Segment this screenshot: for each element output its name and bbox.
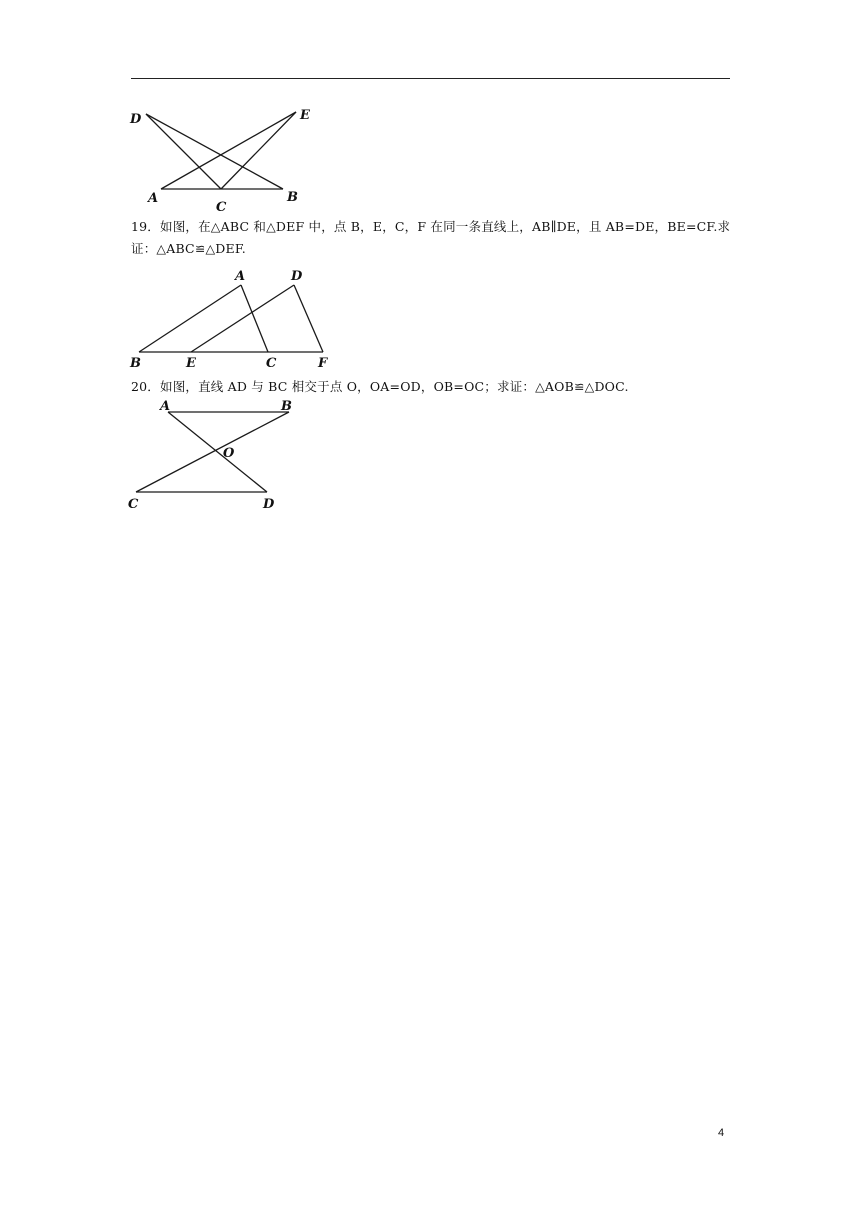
point-label-B: B: [130, 356, 141, 371]
point-label-D: D: [130, 112, 142, 127]
point-label-C: C: [266, 356, 277, 371]
segment-AC: [241, 285, 268, 352]
segment-DF: [294, 285, 323, 352]
segment-DC: [146, 114, 221, 189]
point-label-F: F: [318, 356, 328, 371]
point-label-D: D: [291, 269, 303, 284]
figure-19-diagram: [0, 260, 860, 375]
page-number: 4: [718, 1127, 725, 1139]
point-label-B: B: [287, 190, 298, 205]
point-label-A: A: [148, 191, 159, 206]
point-label-C: C: [128, 497, 139, 512]
segment-BA: [139, 285, 241, 352]
segment-BC: [136, 412, 289, 492]
figure-20-diagram: [0, 395, 860, 515]
problem-19-text: 19．如图，在△ABC 和△DEF 中，点 B，E，C，F 在同一条直线上，AB∥DE，且 AB=DE，BE=CF.求证：△ABC≌△DEF.: [131, 219, 731, 256]
point-label-A: A: [235, 269, 246, 284]
segment-AD: [168, 412, 267, 492]
segment-EA: [161, 112, 296, 189]
point-label-C: C: [216, 200, 227, 215]
segment-DB: [146, 114, 283, 189]
point-label-B: B: [281, 399, 292, 414]
point-label-A: A: [160, 399, 171, 414]
point-label-O: O: [223, 446, 235, 461]
figure-18-diagram: [0, 0, 860, 215]
problem-20-text: 20．如图，直线 AD 与 BC 相交于点 O，OA=OD，OB=OC；求证：△AOB≌△DOC.: [131, 379, 629, 394]
point-label-E: E: [300, 108, 310, 123]
segment-EC: [221, 112, 296, 189]
segment-ED: [191, 285, 294, 352]
point-label-E: E: [186, 356, 196, 371]
point-label-D: D: [263, 497, 275, 512]
